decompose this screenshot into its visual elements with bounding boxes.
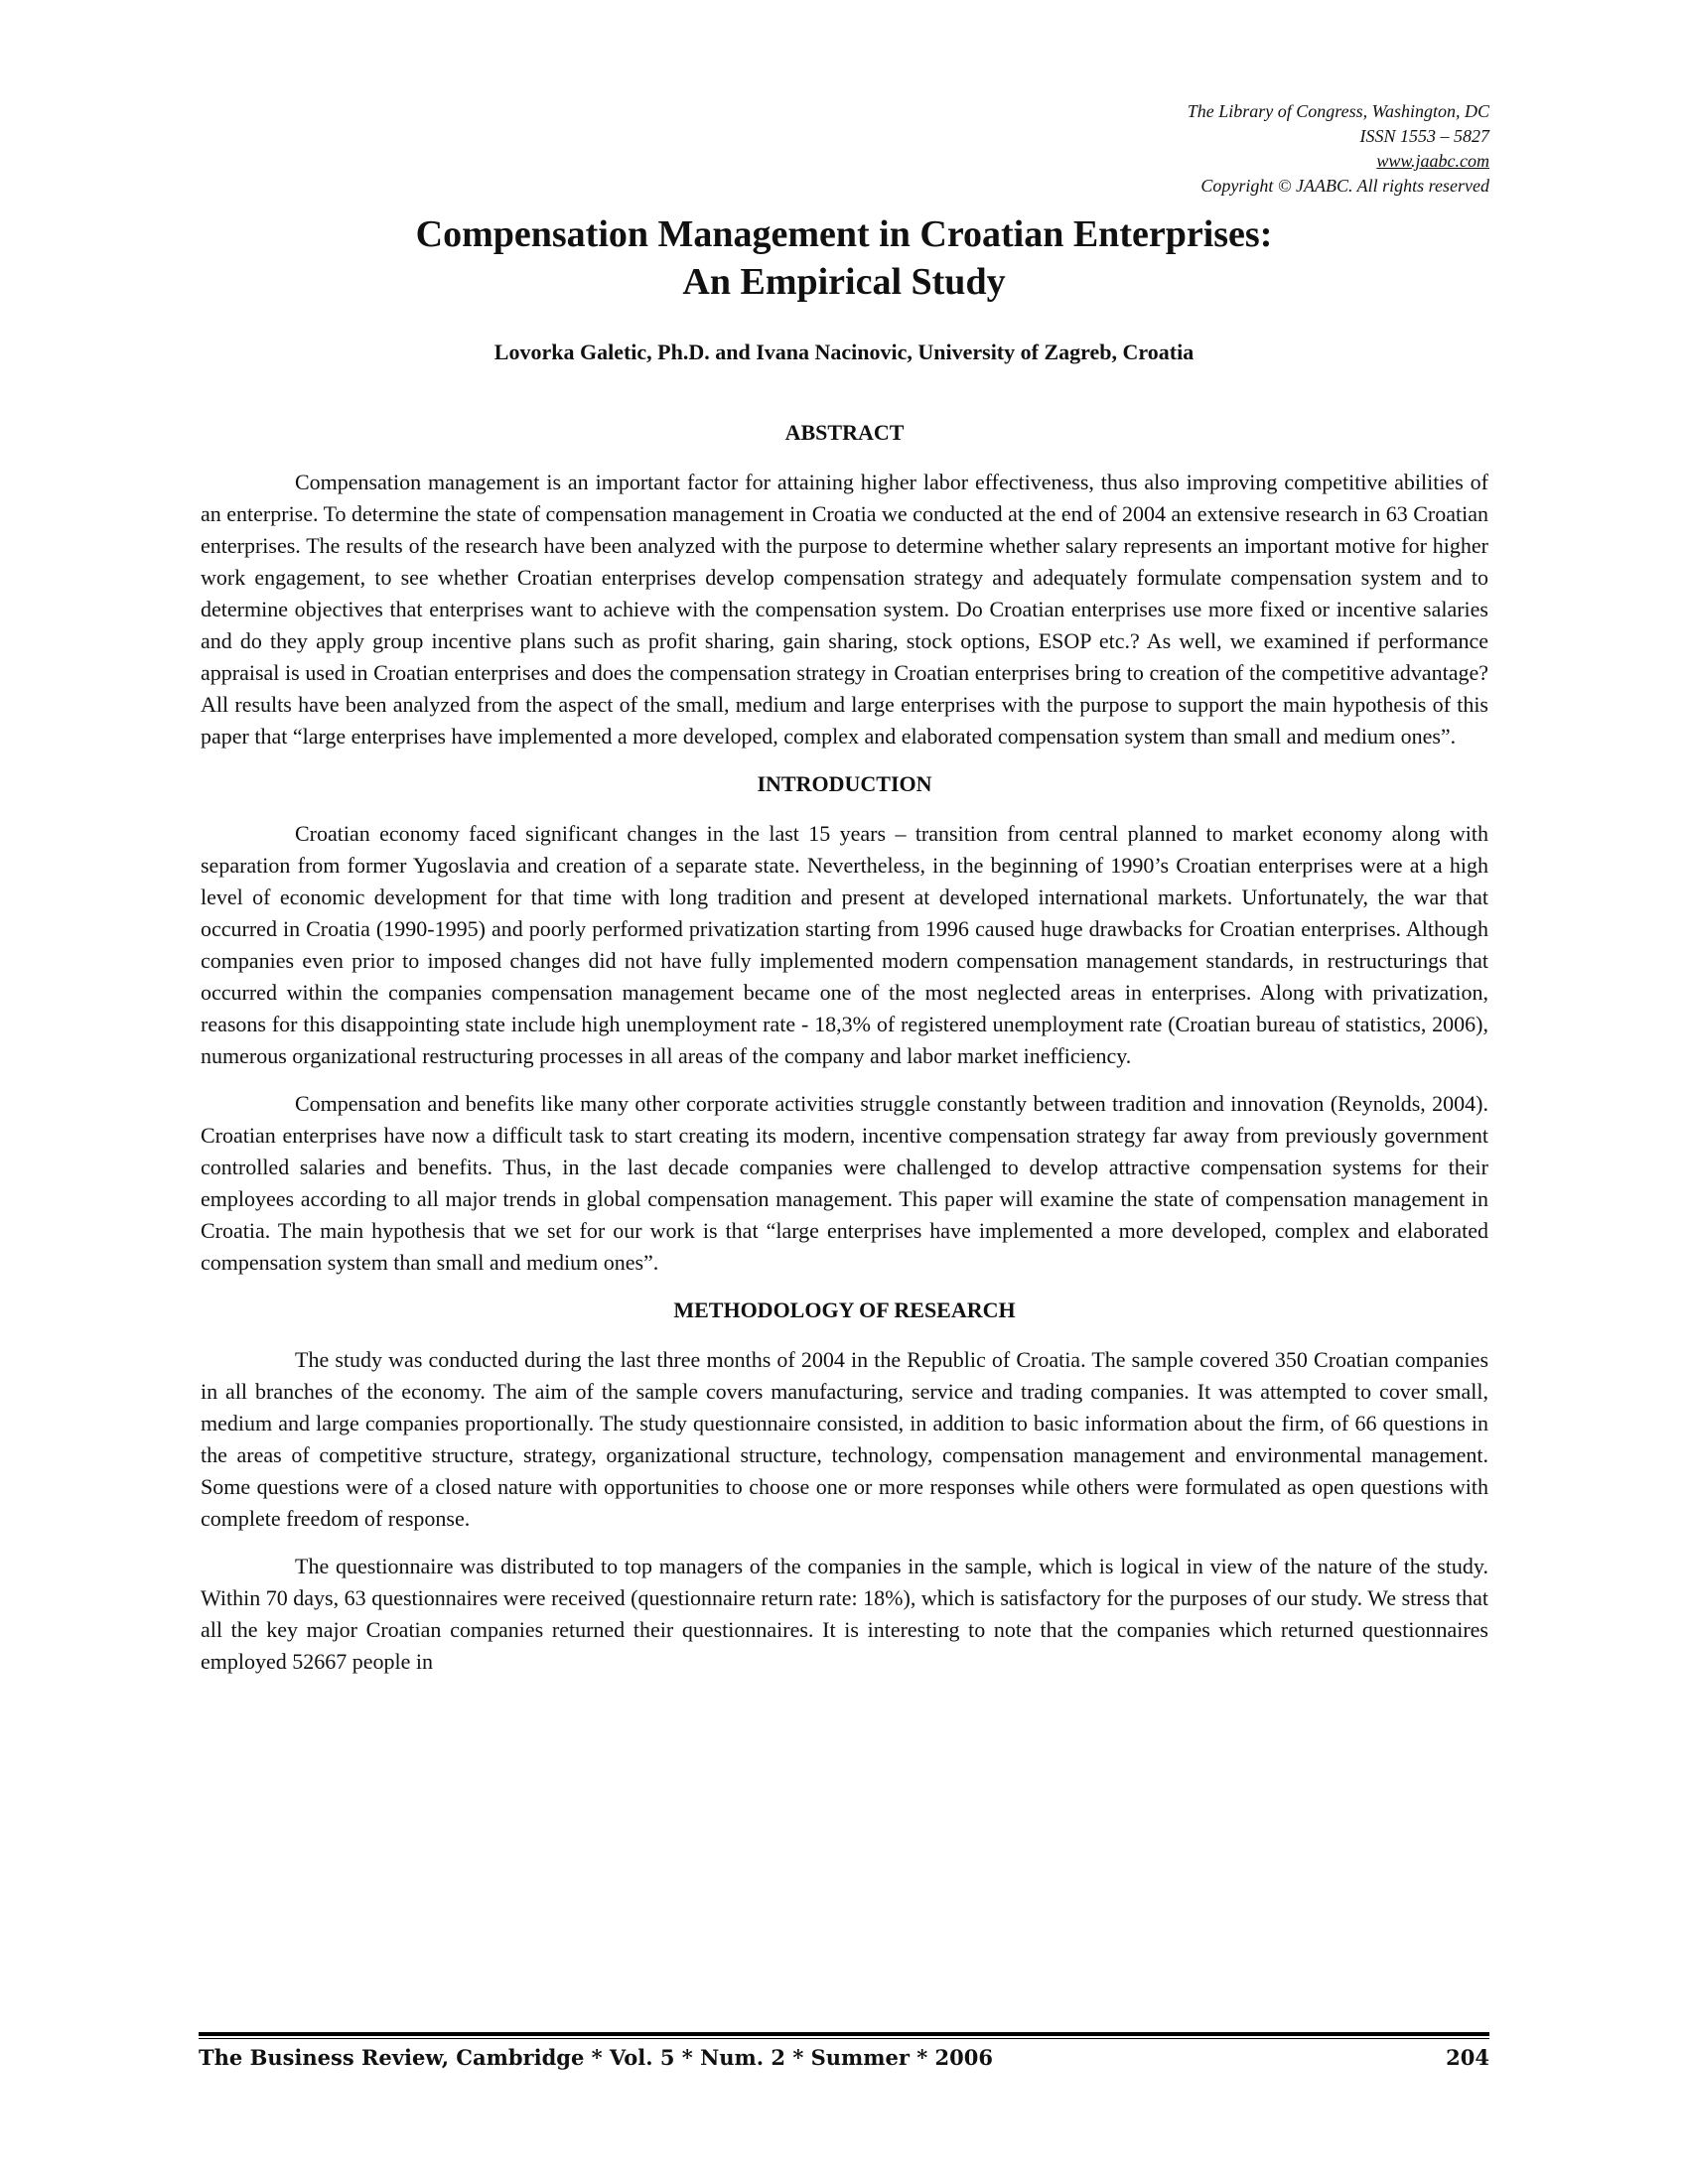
- title-line-1: Compensation Management in Croatian Enterprises:: [415, 213, 1273, 255]
- introduction-paragraph-1: Croatian economy faced significant changes in the last 15 years – transition from central planned to market economy along with separation from former Yugoslavia and creation of a separate state. Nevertheless, in the beginning of 1990’s Croatian enterprises were at a high level of economic development for that time with long tradition and present at developed international markets. Unfortunately, the war that occurred in Croatia (1990-1995) and poorly performed privatization starting from 1996 caused huge drawbacks for Croatian enterprises. Although companies even prior to imposed changes did not have fully implemented modern compensation management standards, in restructurings that occurred within the companies compensation management became one of the most neglected areas in enterprises. Along with privatization, reasons for this disappointing state include high unemployment rate - 18,3% of registered unemployment rate (Croatian bureau of statistics, 2006), numerous organizational restructuring processes in all areas of the company and labor market inefficiency.: [201, 821, 1488, 1068]
- introduction-paragraph-2: Compensation and benefits like many other corporate activities struggle constantly between tradition and innovation (Reynolds, 2004). Croatian enterprises have now a difficult task to start creating its modern, incentive compensation strategy far away from previously government controlled salaries and benefits. Thus, in the last decade companies were challenged to develop attractive compensation systems for their employees according to all major trends in global compensation management. This paper will examine the state of compensation management in Croatia. The main hypothesis that we set for our work is that “large enterprises have implemented a more developed, complex and elaborated compensation system than small and medium ones”.: [201, 1091, 1488, 1275]
- page-footer: [199, 2045, 1489, 2070]
- authors-line: Lovorka Galetic, Ph.D. and Ivana Nacinovic, University of Zagreb, Croatia: [493, 340, 1195, 364]
- copyright-line: Copyright © JAABC. All rights reserved: [1200, 176, 1489, 196]
- page-number: 204: [1446, 2045, 1489, 2070]
- issn-line: ISSN 1553 – 5827: [1359, 126, 1489, 146]
- library-line: The Library of Congress, Washington, DC: [1187, 101, 1489, 121]
- publication-note: [1188, 99, 1489, 199]
- methodology-paragraph-2: The questionnaire was distributed to top managers of the companies in the sample, which is logical in view of the nature of the study. Within 70 days, 63 questionnaires were received (questionnaire return rate: 18%), which is satisfactory for the purposes of our study. We stress that all the key major Croatian companies returned their questionnaires. It is interesting to note that the companies which returned questionnaires employed 52667 people in: [201, 1554, 1488, 1674]
- paper-title: [199, 210, 1489, 306]
- title-line-2: An Empirical Study: [682, 261, 1006, 303]
- methodology-paragraph-1: The study was conducted during the last three months of 2004 in the Republic of Croatia. The sample covered 350 Croatian companies in all branches of the economy. The aim of the sample covers manufacturing, service and trading companies. It was attempted to cover small, medium and large companies proportionally. The study questionnaire consisted, in addition to basic information about the firm, of 66 questions in the areas of competitive structure, strategy, organizational structure, technology, compensation management and environmental management. Some questions were of a closed nature with opportunities to choose one or more responses while others were formulated as open questions with complete freedom of response.: [201, 1347, 1488, 1531]
- abstract-heading: ABSTRACT: [784, 420, 905, 445]
- abstract-paragraph: Compensation management is an important factor for attaining higher labor effectiveness, thus also improving competitive abilities of an enterprise. To determine the state of compensation management in Croatia we conducted at the end of 2004 an extensive research in 63 Croatian enterprises. The results of the research have been analyzed with the purpose to determine whether salary represents an important motive for higher work engagement, to see whether Croatian enterprises develop compensation strategy and adequately formulate compensation system and to determine objectives that enterprises want to achieve with the compensation system. Do Croatian enterprises use more fixed or incentive salaries and do they apply group incentive plans such as profit sharing, gain sharing, stock options, ESOP etc.? As well, we examined if performance appraisal is used in Croatian enterprises and does the compensation strategy in Croatian enterprises bring to creation of the competitive advantage? All results have been analyzed from the aspect of the small, medium and large enterprises with the purpose to support the main hypothesis of this paper that “large enterprises have implemented a more developed, complex and elaborated compensation system than small and medium ones”.: [201, 470, 1488, 749]
- footer-divider: [199, 2032, 1489, 2039]
- paper-body: [201, 417, 1488, 1698]
- methodology-heading: METHODOLOGY OF RESEARCH: [673, 1297, 1016, 1322]
- introduction-heading: INTRODUCTION: [757, 771, 932, 796]
- journal-url-link[interactable]: www.jaabc.com: [1376, 151, 1489, 171]
- journal-citation: The Business Review, Cambridge * Vol. 5 * Num. 2 * Summer * 2006: [199, 2045, 993, 2070]
